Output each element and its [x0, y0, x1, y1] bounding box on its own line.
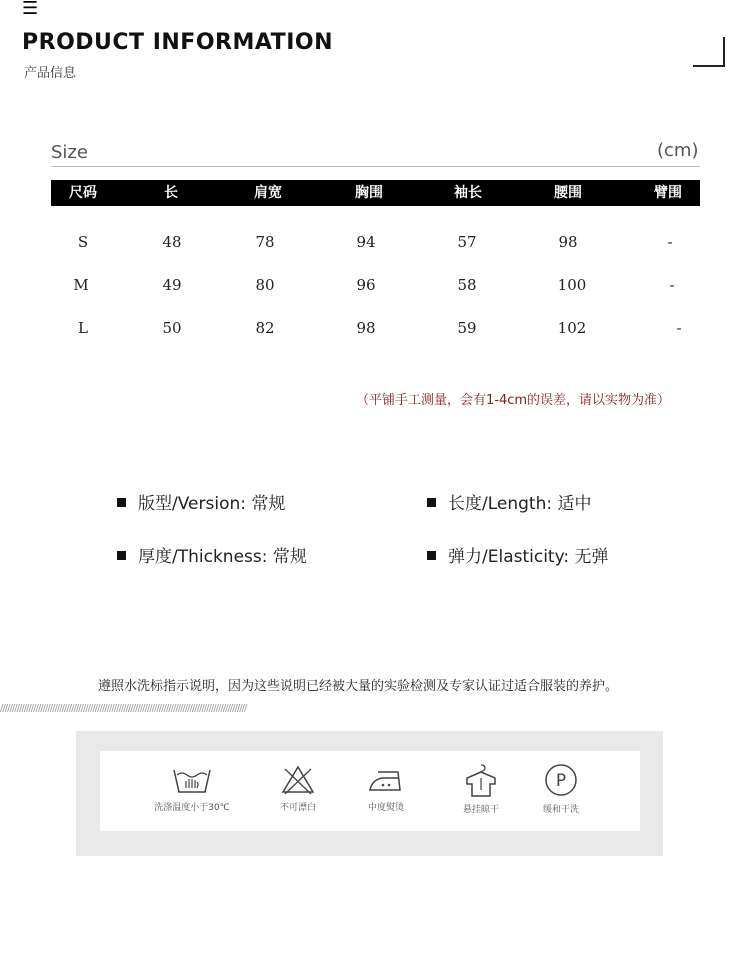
iron-icon [364, 762, 408, 796]
cell-waist: 98 [558, 233, 578, 251]
header-waist: 腰围 [554, 185, 582, 201]
care-label: 缓和干洗 [542, 805, 579, 815]
cell-arm: - [676, 319, 682, 337]
cell-length: 49 [162, 276, 182, 294]
header-shoulder: 肩宽 [254, 185, 282, 201]
care-instruction: 遵照水洗标指示说明，因为这些说明已经被大量的实验检测及专家认证过适合服装的养护。 [98, 679, 619, 694]
cell-length: 48 [162, 233, 182, 251]
bullet-square [427, 551, 436, 560]
cell-sleeve: 57 [457, 233, 477, 251]
cell-shoulder: 78 [255, 233, 275, 251]
measurement-note: （平铺手工测量，会有1-4cm的误差，请以实物为准） [356, 393, 671, 408]
attribute-elasticity [427, 542, 609, 567]
header-sleeve: 袖长 [454, 185, 482, 201]
care-label: 中度熨烫 [367, 803, 404, 813]
cell-size: M [73, 276, 89, 294]
cell-chest: 94 [356, 233, 376, 251]
hang-dry-icon [459, 762, 503, 798]
cell-chest: 98 [356, 319, 376, 337]
cell-chest: 96 [356, 276, 376, 294]
attribute-length [427, 489, 592, 514]
cell-sleeve: 59 [457, 319, 477, 337]
care-item-iron [336, 762, 436, 813]
cell-waist: 100 [557, 276, 587, 294]
bullet-square [427, 498, 436, 507]
attribute-elasticity-text: 弹力/Elasticity: 无弹 [448, 547, 609, 567]
svg-text:P: P [555, 771, 567, 791]
care-label: 洗涤温度小于30℃ [154, 803, 230, 813]
attribute-version-text: 版型/Version: 常规 [138, 494, 286, 514]
header-size: 尺码 [69, 185, 97, 201]
bullet-square [117, 551, 126, 560]
care-item-wash [142, 762, 242, 813]
header-arm: 臂围 [654, 185, 682, 201]
page-title: PRODUCT INFORMATION [22, 30, 333, 55]
menu-icon[interactable]: ☰ [22, 0, 39, 19]
cell-length: 50 [162, 319, 182, 337]
care-label: 悬挂晾干 [462, 805, 499, 815]
cell-arm: - [667, 233, 673, 251]
cell-size: L [78, 319, 88, 337]
cell-shoulder: 80 [255, 276, 275, 294]
size-label: Size [51, 142, 88, 163]
page-subtitle: 产品信息 [24, 66, 77, 81]
cell-shoulder: 82 [255, 319, 275, 337]
care-label: 不可漂白 [279, 803, 316, 813]
attribute-thickness-text: 厚度/Thickness: 常规 [138, 547, 307, 567]
size-table-header [51, 180, 700, 206]
dry-clean-icon [539, 762, 583, 798]
header-length: 长 [164, 185, 178, 201]
attribute-thickness [117, 542, 307, 567]
cell-waist: 102 [557, 319, 587, 337]
no-bleach-icon [276, 762, 320, 796]
cell-sleeve: 58 [457, 276, 477, 294]
wash-tub-icon [170, 762, 214, 796]
slash-divider: //////////////////////////////////////////////////////////////////////////////////////////////////////// [0, 703, 247, 714]
unit-label: (cm) [657, 140, 699, 161]
bullet-square [117, 498, 126, 507]
size-divider [51, 166, 700, 167]
cell-arm: - [669, 276, 675, 294]
care-item-dry-clean [511, 762, 611, 815]
care-item-no-bleach [248, 762, 348, 813]
header-chest: 胸围 [355, 185, 383, 201]
attribute-length-text: 长度/Length: 适中 [448, 494, 592, 514]
cell-size: S [77, 233, 89, 251]
attribute-version [117, 489, 285, 514]
corner-decoration [693, 37, 725, 67]
